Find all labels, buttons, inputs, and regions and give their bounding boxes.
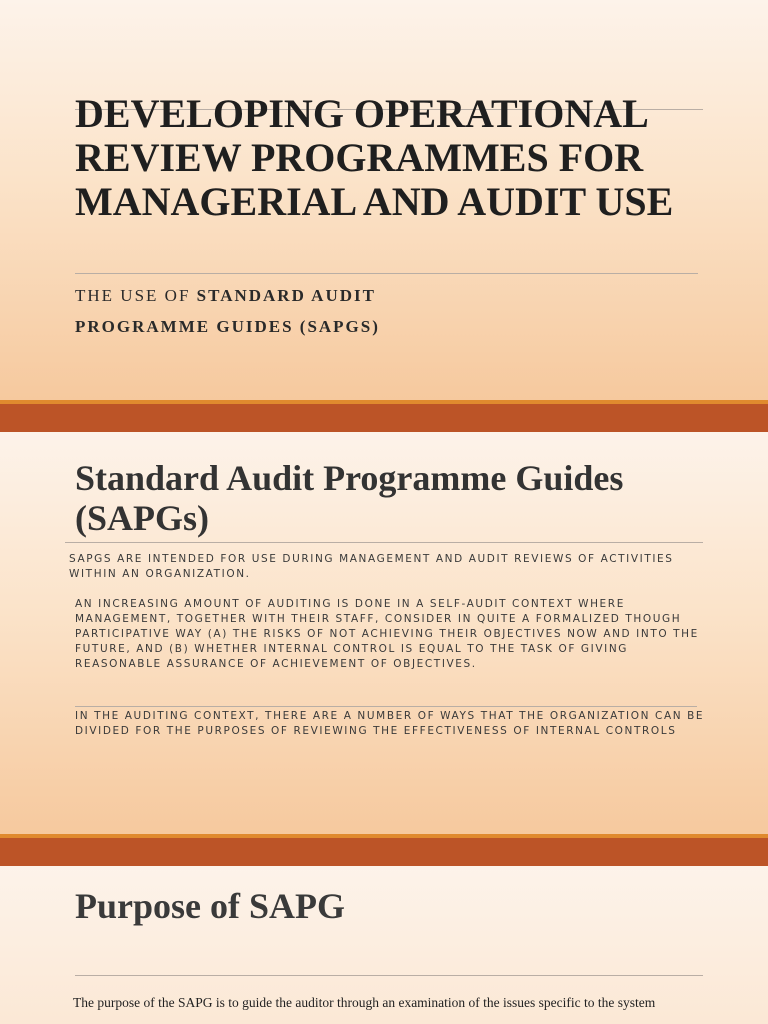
subtitle-prefix: THE USE OF	[75, 286, 197, 305]
slide-separator	[0, 400, 768, 432]
separator-highlight	[0, 834, 768, 838]
subtitle-bold-line2: PROGRAMME GUIDES (SAPGS)	[75, 317, 380, 336]
separator-highlight	[0, 400, 768, 404]
sapg-paragraph-3: IN THE AUDITING CONTEXT, THERE ARE A NUMBER OF WAYS THAT THE ORGANIZATION CAN BE DIVIDED FOR THE PURPOSES OF REVIEWING THE EFFECTIVENESS OF INTERNAL CONTROLS	[75, 710, 705, 737]
slide-title: DEVELOPING OPERATIONAL REVIEW PROGRAMMES FOR MANAGERIAL AND AUDIT USE	[75, 91, 674, 224]
slide-separator	[0, 834, 768, 866]
sapg-paragraph-2: AN INCREASING AMOUNT OF AUDITING IS DONE IN A SELF-AUDIT CONTEXT WHERE MANAGEMENT, TOGETHER WITH THEIR STAFF, CONSIDER IN QUITE A FORMALIZED THOUGH PARTICIPATIVE WAY (A) THE RISKS OF NOT ACHIEVING THEIR OBJECTIVES NOW AND INTO THE FUTURE, AND (B) WHETHER INTERNAL CONTROL IS EQUAL TO THE TASK OF GIVING REASONABLE ASSURANCE OF ACHIEVEMENT OF OBJECTIVES.	[75, 598, 699, 670]
sapg-slide-title: Standard Audit Programme Guides (SAPGs)	[75, 458, 624, 538]
sapg-slide	[0, 432, 768, 834]
purpose-slide-title: Purpose of SAPG	[75, 886, 345, 926]
slide-subtitle	[75, 280, 695, 342]
purpose-title-divider	[75, 975, 703, 976]
sapg-paragraph-divider	[75, 706, 697, 707]
purpose-body: The purpose of the SAPG is to guide the auditor through an examination of the issues specific to the system	[73, 995, 656, 1010]
sapg-title-divider	[65, 542, 703, 543]
title-divider	[75, 273, 698, 274]
subtitle-bold-line1: STANDARD AUDIT	[196, 286, 376, 305]
sapg-paragraph-1: SAPGS ARE INTENDED FOR USE DURING MANAGEMENT AND AUDIT REVIEWS OF ACTIVITIES WITHIN AN ORGANIZATION.	[69, 553, 674, 580]
title-slide	[0, 0, 768, 400]
